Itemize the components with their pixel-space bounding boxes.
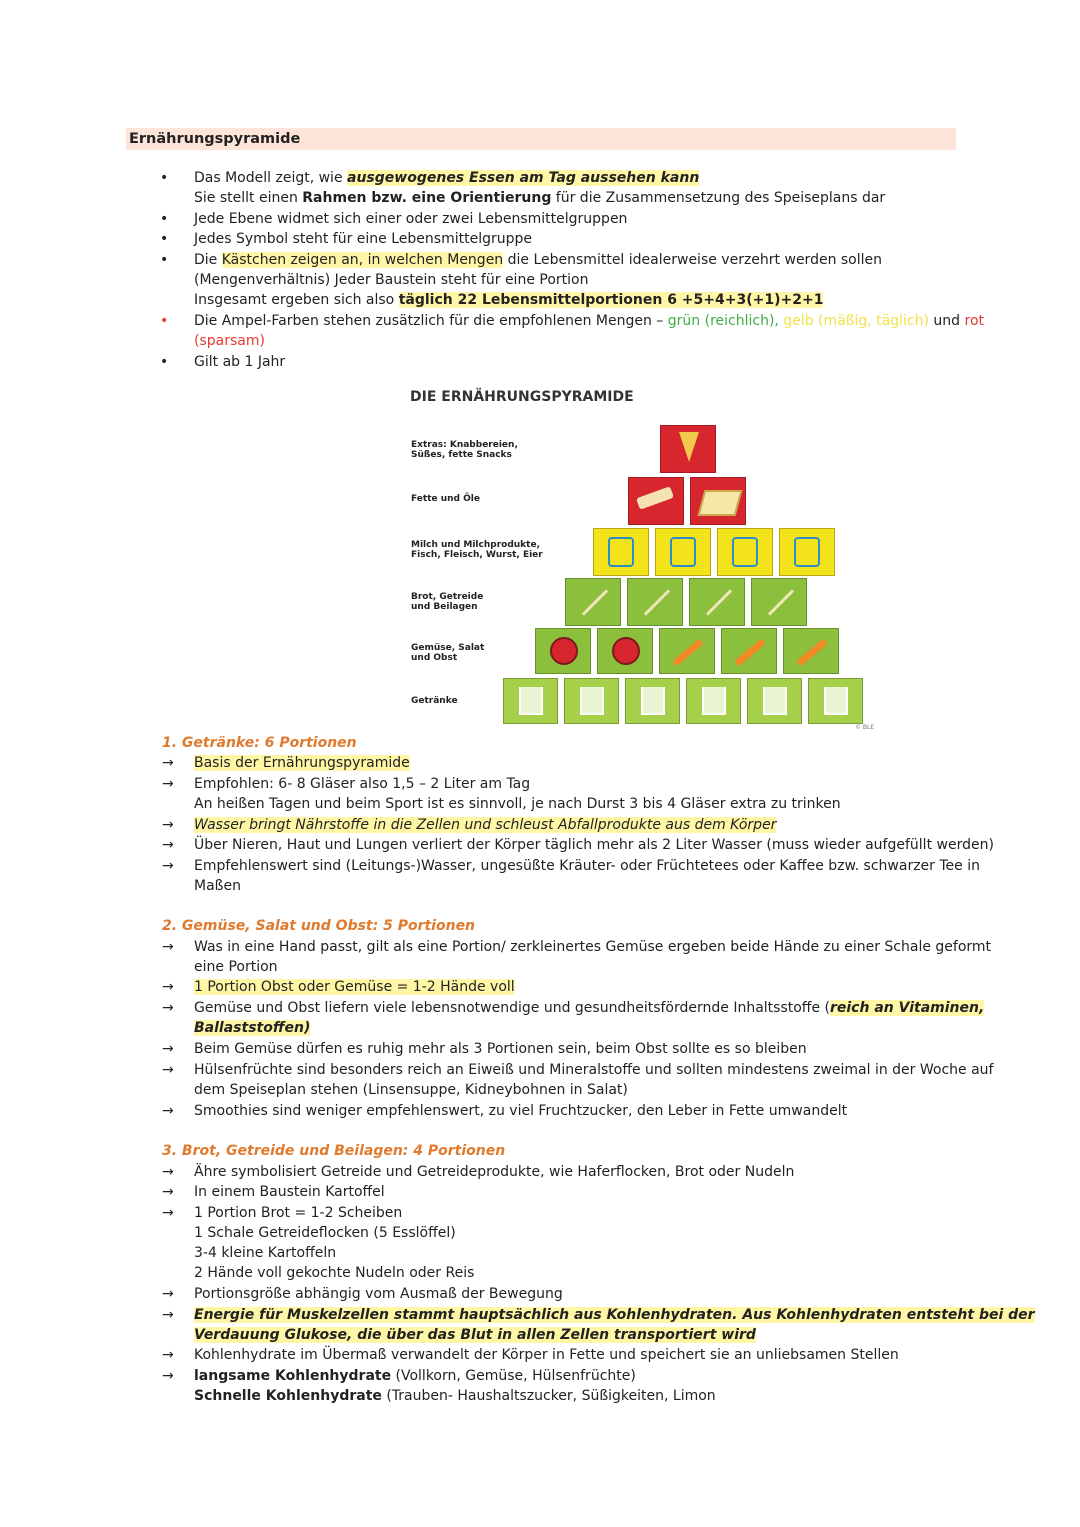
section-2-heading: 2. Gemüse, Salat und Obst: 5 Portionen xyxy=(162,918,476,934)
pyramid-tile xyxy=(783,628,839,674)
arrow-icon: → xyxy=(162,837,174,853)
intro-line-10: Gilt ab 1 Jahr xyxy=(194,354,286,370)
text: Die Ampel-Farben stehen zusätzlich für die empfohlenen Mengen – xyxy=(194,313,668,329)
s3-item-3c: 3-4 kleine Kartoffeln xyxy=(194,1245,337,1261)
pyramid-tile xyxy=(503,678,558,724)
s2-item-6: Smoothies sind weniger empfehlenswert, zu viel Fruchtzucker, den Leber in Fette umwandelt xyxy=(194,1103,848,1119)
label-line: und Obst xyxy=(411,653,458,663)
s3-item-5b xyxy=(194,1325,756,1345)
arrow-icon: → xyxy=(162,776,174,792)
pyramid-tile xyxy=(659,628,715,674)
arrow-icon: → xyxy=(162,817,174,833)
bullet-icon: • xyxy=(160,231,169,247)
carrot-icon xyxy=(672,638,704,667)
text: (Trauben- Haushaltszucker, Süßigkeiten, Limon xyxy=(381,1388,716,1404)
intro-line-6: (Mengenverhältnis) Jeder Baustein steht für eine Portion xyxy=(194,272,589,288)
ice-cream-icon xyxy=(679,432,699,462)
carrot-icon xyxy=(796,638,828,667)
s3-item-1: Ähre symbolisiert Getreide und Getreideprodukte, wie Haferflocken, Brot oder Nudeln xyxy=(194,1164,795,1180)
milk-carton-icon xyxy=(732,537,758,567)
label-line: Brot, Getreide xyxy=(411,592,484,602)
highlight: ausgewogenes Essen am Tag aussehen kann xyxy=(347,170,700,186)
pyramid-label-fats xyxy=(411,494,480,504)
s1-item-2: Empfohlen: 6- 8 Gläser also 1,5 – 2 Liter am Tag xyxy=(194,776,531,792)
pyramid-tile xyxy=(751,578,807,626)
s1-item-4: Über Nieren, Haut und Lungen verliert der Körper täglich mehr als 2 Liter Wasser (muss wieder aufgefüllt werden) xyxy=(194,837,994,853)
intro-line-8 xyxy=(194,311,984,331)
pyramid-tile xyxy=(597,628,653,674)
arrow-icon: → xyxy=(162,755,174,771)
bold-text: Schnelle Kohlenhydrate xyxy=(194,1388,382,1404)
image-credit: © BLE xyxy=(855,724,875,731)
arrow-icon: → xyxy=(162,1184,174,1200)
apple-icon xyxy=(612,637,640,665)
text: Gemüse und Obst liefern viele lebensnotwendige und gesundheitsfördernde Inhaltsstoffe ( xyxy=(194,1000,830,1016)
s2-item-5b: dem Speiseplan stehen (Linsensuppe, Kidneybohnen in Salat) xyxy=(194,1082,628,1098)
intro-line-9: (sparsam) xyxy=(194,333,265,349)
arrow-icon: → xyxy=(162,1164,174,1180)
s1-item-5b: Maßen xyxy=(194,878,241,894)
text: Sie stellt einen xyxy=(194,190,303,206)
s1-item-5: Empfehlenswert sind (Leitungs-)Wasser, ungesüßte Kräuter- oder Früchtetees oder Kaffee bzw. schwarzer Tee in xyxy=(194,858,980,874)
text: und xyxy=(928,313,965,329)
pyramid-tile xyxy=(779,528,835,576)
arrow-icon: → xyxy=(162,1307,174,1323)
intro-line-3: Jede Ebene widmet sich einer oder zwei Lebensmittelgruppen xyxy=(194,211,628,227)
yellow-text: gelb (mäßig, täglich) xyxy=(778,313,929,329)
bullet-icon: • xyxy=(160,354,169,370)
pyramid-tile xyxy=(627,578,683,626)
pyramid-label-grains xyxy=(411,592,483,612)
intro-line-1 xyxy=(194,168,699,188)
wheat-icon xyxy=(768,589,794,615)
text: die Lebensmittel idealerweise verzehrt werden sollen xyxy=(503,252,883,268)
arrow-icon: → xyxy=(162,858,174,874)
intro-line-4: Jedes Symbol steht für eine Lebensmittelgruppe xyxy=(194,231,532,247)
s2-item-5: Hülsenfrüchte sind besonders reich an Eiweiß und Mineralstoffe und sollten mindestens zweimal in der Woche auf xyxy=(194,1062,994,1078)
s3-item-8 xyxy=(194,1386,716,1406)
arrow-icon: → xyxy=(162,1286,174,1302)
green-text: grün (reichlich), xyxy=(667,313,779,329)
highlight: 1 Portion Obst oder Gemüse = 1-2 Hände voll xyxy=(194,979,515,995)
s1-item-1 xyxy=(194,753,410,773)
butter-icon xyxy=(698,490,743,516)
pyramid-tile xyxy=(660,425,716,473)
label-line: Milch und Milchprodukte, xyxy=(411,540,540,550)
arrow-icon: → xyxy=(162,1041,174,1057)
intro-line-2 xyxy=(194,188,885,208)
text: Insgesamt ergeben sich also xyxy=(194,292,399,308)
s2-item-2 xyxy=(194,977,515,997)
arrow-icon: → xyxy=(162,1205,174,1221)
pyramid-tile xyxy=(690,477,746,525)
label-line: Gemüse, Salat xyxy=(411,643,485,653)
wheat-icon xyxy=(582,589,608,615)
pyramid-tile xyxy=(564,678,619,724)
text: Das Modell zeigt, wie xyxy=(194,170,348,186)
s1-item-3 xyxy=(194,815,776,835)
pyramid-title: DIE ERNÄHRUNGSPYRAMIDE xyxy=(410,389,634,405)
carrot-icon xyxy=(734,638,766,667)
section-1-heading: 1. Getränke: 6 Portionen xyxy=(162,735,357,751)
s3-item-3b: 1 Schale Getreideflocken (5 Esslöffel) xyxy=(194,1225,456,1241)
potato-icon xyxy=(706,589,732,615)
arrow-icon: → xyxy=(162,939,174,955)
pyramid-tile xyxy=(625,678,680,724)
milk-carton-icon xyxy=(608,537,634,567)
pyramid-tile xyxy=(686,678,741,724)
oil-bottle-icon xyxy=(636,486,674,510)
bullet-icon: • xyxy=(160,313,169,329)
text: Die xyxy=(194,252,222,268)
highlight: reich an Vitaminen, xyxy=(829,1000,985,1016)
highlight: Wasser bringt Nährstoffe in die Zellen und schleust Abfallprodukte aus dem Körper xyxy=(194,817,777,833)
text: für die Zusammensetzung des Speiseplans dar xyxy=(551,190,886,206)
s3-item-3: 1 Portion Brot = 1-2 Scheiben xyxy=(194,1205,403,1221)
arrow-icon: → xyxy=(162,1000,174,1016)
s2-item-1b: eine Portion xyxy=(194,959,278,975)
s3-item-6: Kohlenhydrate im Übermaß verwandelt der Körper in Fette und speichert sie an unliebsamen Stellen xyxy=(194,1347,899,1363)
intro-line-7 xyxy=(194,290,823,310)
pyramid-tile xyxy=(689,578,745,626)
s3-item-7 xyxy=(194,1366,636,1386)
label-line: Getränke xyxy=(411,696,458,706)
s3-item-5 xyxy=(194,1305,1035,1325)
pyramid-tile xyxy=(593,528,649,576)
arrow-icon: → xyxy=(162,1062,174,1078)
section-title: Ernährungspyramide xyxy=(126,128,956,150)
s2-item-4: Beim Gemüse dürfen es ruhig mehr als 3 Portionen sein, beim Obst sollte es so bleiben xyxy=(194,1041,807,1057)
pyramid-label-drinks xyxy=(411,696,458,706)
s2-item-3b xyxy=(194,1018,310,1038)
text: (Vollkorn, Gemüse, Hülsenfrüchte) xyxy=(391,1368,636,1384)
bullet-icon: • xyxy=(160,252,169,268)
intro-line-5 xyxy=(194,250,882,270)
arrow-icon: → xyxy=(162,1347,174,1363)
label-line: Süßes, fette Snacks xyxy=(411,450,512,460)
highlight: Verdauung Glukose, die über das Blut in allen Zellen transportiert wird xyxy=(194,1327,756,1343)
label-line: Fette und Öle xyxy=(411,494,480,504)
pyramid-tile xyxy=(628,477,684,525)
label-line: Extras: Knabbereien, xyxy=(411,440,518,450)
highlight: Kästchen zeigen an, in welchen Mengen xyxy=(221,252,504,268)
arrow-icon: → xyxy=(162,979,174,995)
water-glass-icon xyxy=(519,687,543,715)
s2-item-3 xyxy=(194,998,984,1018)
water-glass-icon xyxy=(824,687,848,715)
red-text: rot xyxy=(964,313,985,329)
highlight: täglich 22 Lebensmittelportionen 6 +5+4+3(+1)+2+1 xyxy=(398,292,824,308)
milk-carton-icon xyxy=(670,537,696,567)
pyramid-tile xyxy=(655,528,711,576)
s3-item-2: In einem Baustein Kartoffel xyxy=(194,1184,385,1200)
wheat-icon xyxy=(644,589,670,615)
pyramid-tile xyxy=(717,528,773,576)
water-glass-icon xyxy=(763,687,787,715)
bullet-icon: • xyxy=(160,170,169,186)
fish-icon xyxy=(794,537,820,567)
s1-item-2b: An heißen Tagen und beim Sport ist es sinnvoll, je nach Durst 3 bis 4 Gläser extra zu trinken xyxy=(194,796,841,812)
s3-item-3d: 2 Hände voll gekochte Nudeln oder Reis xyxy=(194,1265,475,1281)
bold-text: Rahmen bzw. eine Orientierung xyxy=(302,190,552,206)
pyramid-tile xyxy=(535,628,591,674)
s2-item-1: Was in eine Hand passt, gilt als eine Portion/ zerkleinertes Gemüse ergeben beide Hände zu einer Schale geformt xyxy=(194,939,992,955)
water-glass-icon xyxy=(641,687,665,715)
highlight: Basis der Ernährungspyramide xyxy=(194,755,410,771)
highlight: Ballaststoffen) xyxy=(194,1020,311,1036)
water-glass-icon xyxy=(702,687,726,715)
bullet-icon: • xyxy=(160,211,169,227)
pyramid-tile xyxy=(565,578,621,626)
label-line: Fisch, Fleisch, Wurst, Eier xyxy=(411,550,543,560)
pyramid-tile xyxy=(747,678,802,724)
pyramid-label-vegetables xyxy=(411,643,484,663)
highlight: Energie für Muskelzellen stammt hauptsächlich aus Kohlenhydraten. Aus Kohlenhydraten entsteht bei der xyxy=(194,1307,1035,1323)
bold-text: langsame Kohlenhydrate xyxy=(194,1368,392,1384)
s3-item-4: Portionsgröße abhängig vom Ausmaß der Bewegung xyxy=(194,1286,563,1302)
pyramid-tile xyxy=(808,678,863,724)
pyramid-tile xyxy=(721,628,777,674)
pyramid-label-dairy xyxy=(411,540,543,560)
pyramid-label-extras xyxy=(411,440,518,460)
apple-icon xyxy=(550,637,578,665)
section-3-heading: 3. Brot, Getreide und Beilagen: 4 Portionen xyxy=(162,1143,506,1159)
water-glass-icon xyxy=(580,687,604,715)
label-line: und Beilagen xyxy=(411,602,478,612)
arrow-icon: → xyxy=(162,1368,174,1384)
arrow-icon: → xyxy=(162,1103,174,1119)
